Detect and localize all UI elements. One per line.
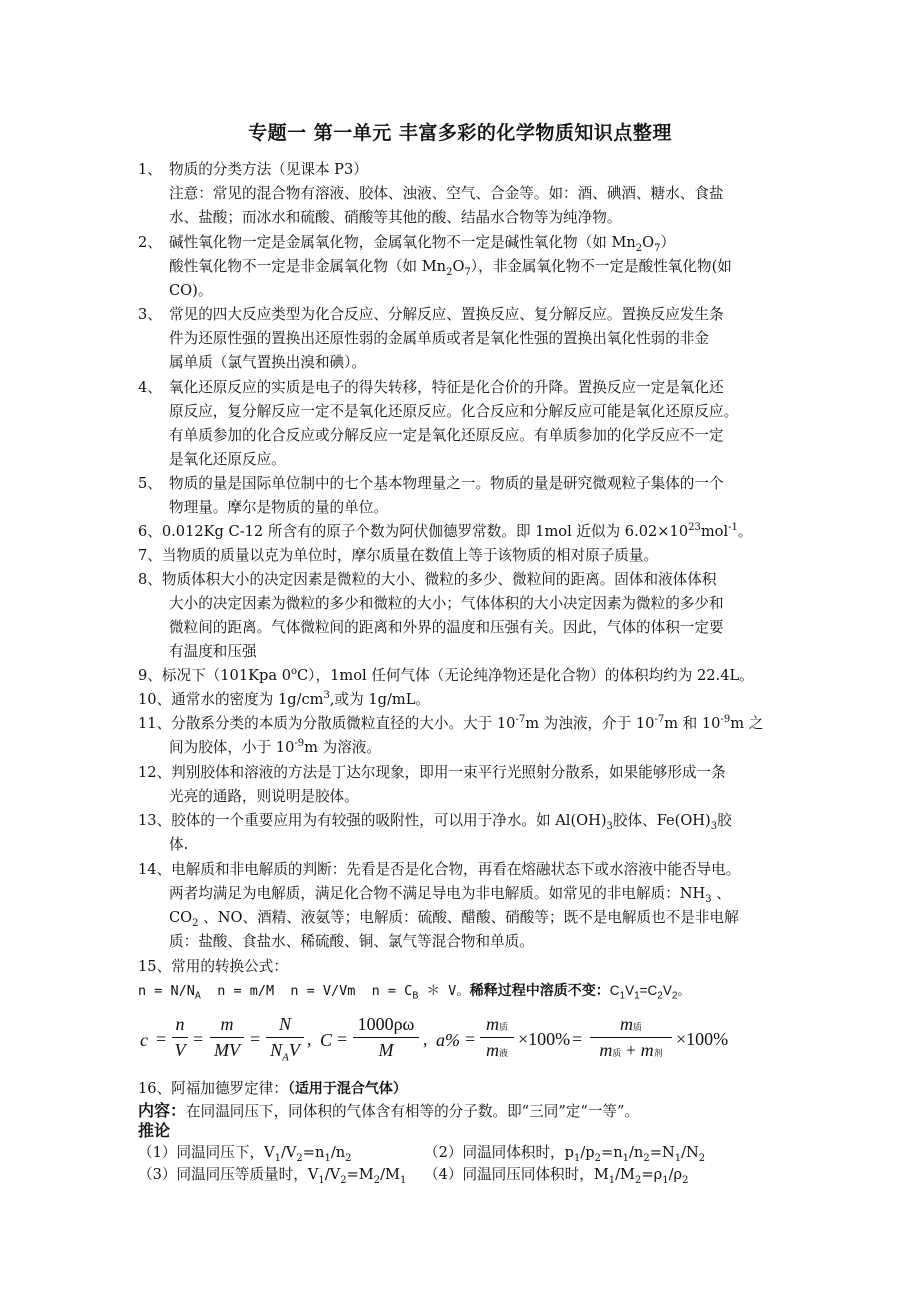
fraction-n-over-V: n V bbox=[172, 1014, 188, 1061]
item-14-line-2: 两者均满足为电解质，满足化合物不满足导电为非电解质。如常见的非电解质：$NH_3$ 、 bbox=[169, 885, 731, 905]
avogadro-content: 内容：在同温同压下，同体积的气体含有相等的分子数。即“三同”定“一等”。 bbox=[138, 1101, 640, 1120]
item-1-line-2: 注意：常见的混合物有溶液、胶体、浊液、空气、合金等。如：酒、碘酒、糖水、食盐 bbox=[169, 185, 724, 202]
formula-a-percent: a% bbox=[436, 1030, 460, 1050]
equals-sign: = bbox=[193, 1029, 204, 1049]
item-10-line-1: 10、通常水的密度为 $1g/cm^3$,或为 1g/mL。 bbox=[138, 690, 431, 708]
item-13-line-1: 13、胶体的一个重要应用为有较强的吸附性，可以用于净水。如 $Al(OH)_3$胶体、$Fe(OH)_3$胶 bbox=[138, 812, 732, 832]
item-2-line-2: 酸性氧化物不一定是非金属氧化物（如 $Mn_2O_7$），非金属氧化物不一定是酸性氧化物(如 bbox=[169, 258, 732, 278]
equals-sign: = bbox=[156, 1029, 167, 1049]
fraction-solute-over-total: m质 m质 + m剂 bbox=[590, 1014, 672, 1061]
comma: , bbox=[423, 1029, 428, 1049]
item-14-line-1: 14、电解质和非电解质的判断：先看是否是化合物，再看在熔融状态下或水溶液中能否导电。 bbox=[138, 861, 741, 878]
fraction-mass-ratio: m质 m液 bbox=[480, 1014, 514, 1061]
item-11-line-1: 11、分散系分类的本质为分散质微粒直径的大小。大于 $10^{-7}m$ 为浊液，介于 $10^{-7}m$ 和 $10^{-9}m$ 之 bbox=[138, 714, 764, 732]
item-14-line-4: 质：盐酸、食盐水、稀硫酸、铜、氯气等混合物和单质。 bbox=[169, 933, 534, 950]
fraction-density: 1000ρω M bbox=[353, 1014, 419, 1061]
formula-display bbox=[140, 1012, 760, 1072]
corollary-3: （3）同温同压等质量时，$V_1/V_2=M_2/M_1$ bbox=[138, 1166, 407, 1186]
item-4-line-1: 氧化还原反应的实质是电子的得失转移，特征是化合价的升降。置换反应一定是氧化还 bbox=[169, 379, 724, 396]
corollary-4: （4）同温同压同体积时，$M_1/M_2=\rho_1/\rho_2$ bbox=[424, 1166, 689, 1186]
item-4-line-2: 原反应，复分解反应一定不是氧化还原反应。化合反应和分解反应可能是氧化还原反应。 bbox=[169, 403, 739, 420]
fraction-N-over-NAV: N $N_AV$ bbox=[266, 1014, 304, 1061]
item-8-line-2: 大小的决定因素为微粒的多少和微粒的大小；气体体积的大小决定因素为微粒的多少和 bbox=[169, 595, 724, 612]
item-1-line-1: 物质的分类方法（见课本 P3） bbox=[169, 161, 368, 178]
item-3-line-1: 常见的四大反应类型为化合反应、分解反应、置换反应、复分解反应。置换反应发生条 bbox=[169, 306, 724, 323]
item-14-line-3: $CO_2$ 、NO、酒精、液氨等；电解质：硫酸、醋酸、硝酸等；既不是电解质也不是非电解 bbox=[169, 909, 739, 929]
item-12-line-1: 12、判别胶体和溶液的方法是丁达尔现象，即用一束平行光照射分散系，如果能够形成一条 bbox=[138, 764, 726, 781]
item-15-line-1: 15、常用的转换公式： bbox=[138, 958, 288, 975]
item-13-line-2: 体. bbox=[169, 836, 189, 853]
formula-c: c bbox=[140, 1030, 148, 1050]
item-6-line-1: 6、0.012Kg C-12 所含有的原子个数为阿伏伽德罗常数。即 1mol 近似为 $6.02\times 10^{23}mol^{-1}$。 bbox=[138, 522, 753, 540]
comma: , bbox=[307, 1029, 312, 1049]
corollary-2: （2）同温同体积时，$p_1/p_2=n_1/n_2=N_1/N_2$ bbox=[424, 1144, 706, 1164]
item-number: 1、 bbox=[138, 161, 162, 178]
item-8-line-4: 有温度和压强 bbox=[169, 643, 257, 660]
corollary-1: （1）同温同压下，$V_1/V_2=n_1/n_2$ bbox=[138, 1144, 352, 1164]
item-4-line-3: 有单质参加的化合反应或分解反应一定是氧化还原反应。有单质参加的化学反应不一定 bbox=[169, 427, 724, 444]
item-8-line-1: 8、物质体积大小的决定因素是微粒的大小、微粒的多少、微粒间的距离。固体和液体体积 bbox=[138, 571, 717, 588]
item-16-line-1: 16、阿福加德罗定律：（适用于混合气体） bbox=[138, 1080, 407, 1097]
item-12-line-2: 光亮的通路，则说明是胶体。 bbox=[169, 788, 359, 805]
item-11-line-2: 间为胶体，小于 $10^{-9}m$ 为溶液。 bbox=[169, 738, 381, 756]
item-number: 4、 bbox=[138, 379, 162, 396]
item-3-line-3: 属单质（氯气置换出溴和碘）。 bbox=[169, 354, 367, 371]
item-number: 3、 bbox=[138, 306, 162, 323]
times-hundred: ×100% bbox=[518, 1029, 571, 1049]
item-number: 2、 bbox=[138, 234, 162, 251]
item-3-line-2: 件为还原性强的置换出还原性弱的金属单质或者是氧化性强的置换出氧化性弱的非金 bbox=[169, 330, 709, 347]
equals-sign: = bbox=[337, 1029, 348, 1049]
times-hundred: ×100% bbox=[676, 1029, 729, 1049]
equals-sign: = bbox=[465, 1029, 476, 1049]
item-4-line-4: 是氧化还原反应。 bbox=[169, 451, 286, 468]
fraction-m-over-MV: m MV bbox=[210, 1014, 244, 1061]
corollary-heading: 推论 bbox=[138, 1121, 171, 1140]
formula-C: C bbox=[320, 1030, 333, 1050]
item-9-line-1: 9、标况下（101Kpa 0$^o$C），1mol 任何气体（无论纯净物还是化合物）的体积均约为 22.4L。 bbox=[138, 666, 754, 684]
conversion-formulas: $n = N/N_A$ n = m/M n = V/Vm $n = C_B$ ＊ V。稀释过程中溶质不变：$C_1V_1=C_2V_2$。 bbox=[138, 983, 691, 1002]
item-number: 5、 bbox=[138, 475, 162, 492]
page-title: 专题一 第一单元 丰富多彩的化学物质知识点整理 bbox=[248, 122, 672, 144]
equals-sign: = bbox=[572, 1029, 583, 1049]
item-8-line-3: 微粒间的距离。气体微粒间的距离和外界的温度和压强有关。因此，气体的体积一定要 bbox=[169, 619, 724, 636]
item-7-line-1: 7、当物质的质量以克为单位时，摩尔质量在数值上等于该物质的相对原子质量。 bbox=[138, 547, 659, 564]
item-1-line-3: 水、盐酸；而冰水和硫酸、硝酸等其他的酸、结晶水合物等为纯净物。 bbox=[169, 209, 622, 226]
item-5-line-2: 物理量。摩尔是物质的量的单位。 bbox=[169, 499, 388, 516]
item-5-line-1: 物质的量是国际单位制中的七个基本物理量之一。物质的量是研究微观粒子集体的一个 bbox=[169, 475, 724, 492]
item-2-line-3: CO)。 bbox=[169, 282, 213, 299]
item-2-line-1: 碱性氧化物一定是金属氧化物，金属氧化物不一定是碱性氧化物（如 $Mn_2O_7$） bbox=[169, 234, 676, 254]
equals-sign: = bbox=[250, 1029, 261, 1049]
